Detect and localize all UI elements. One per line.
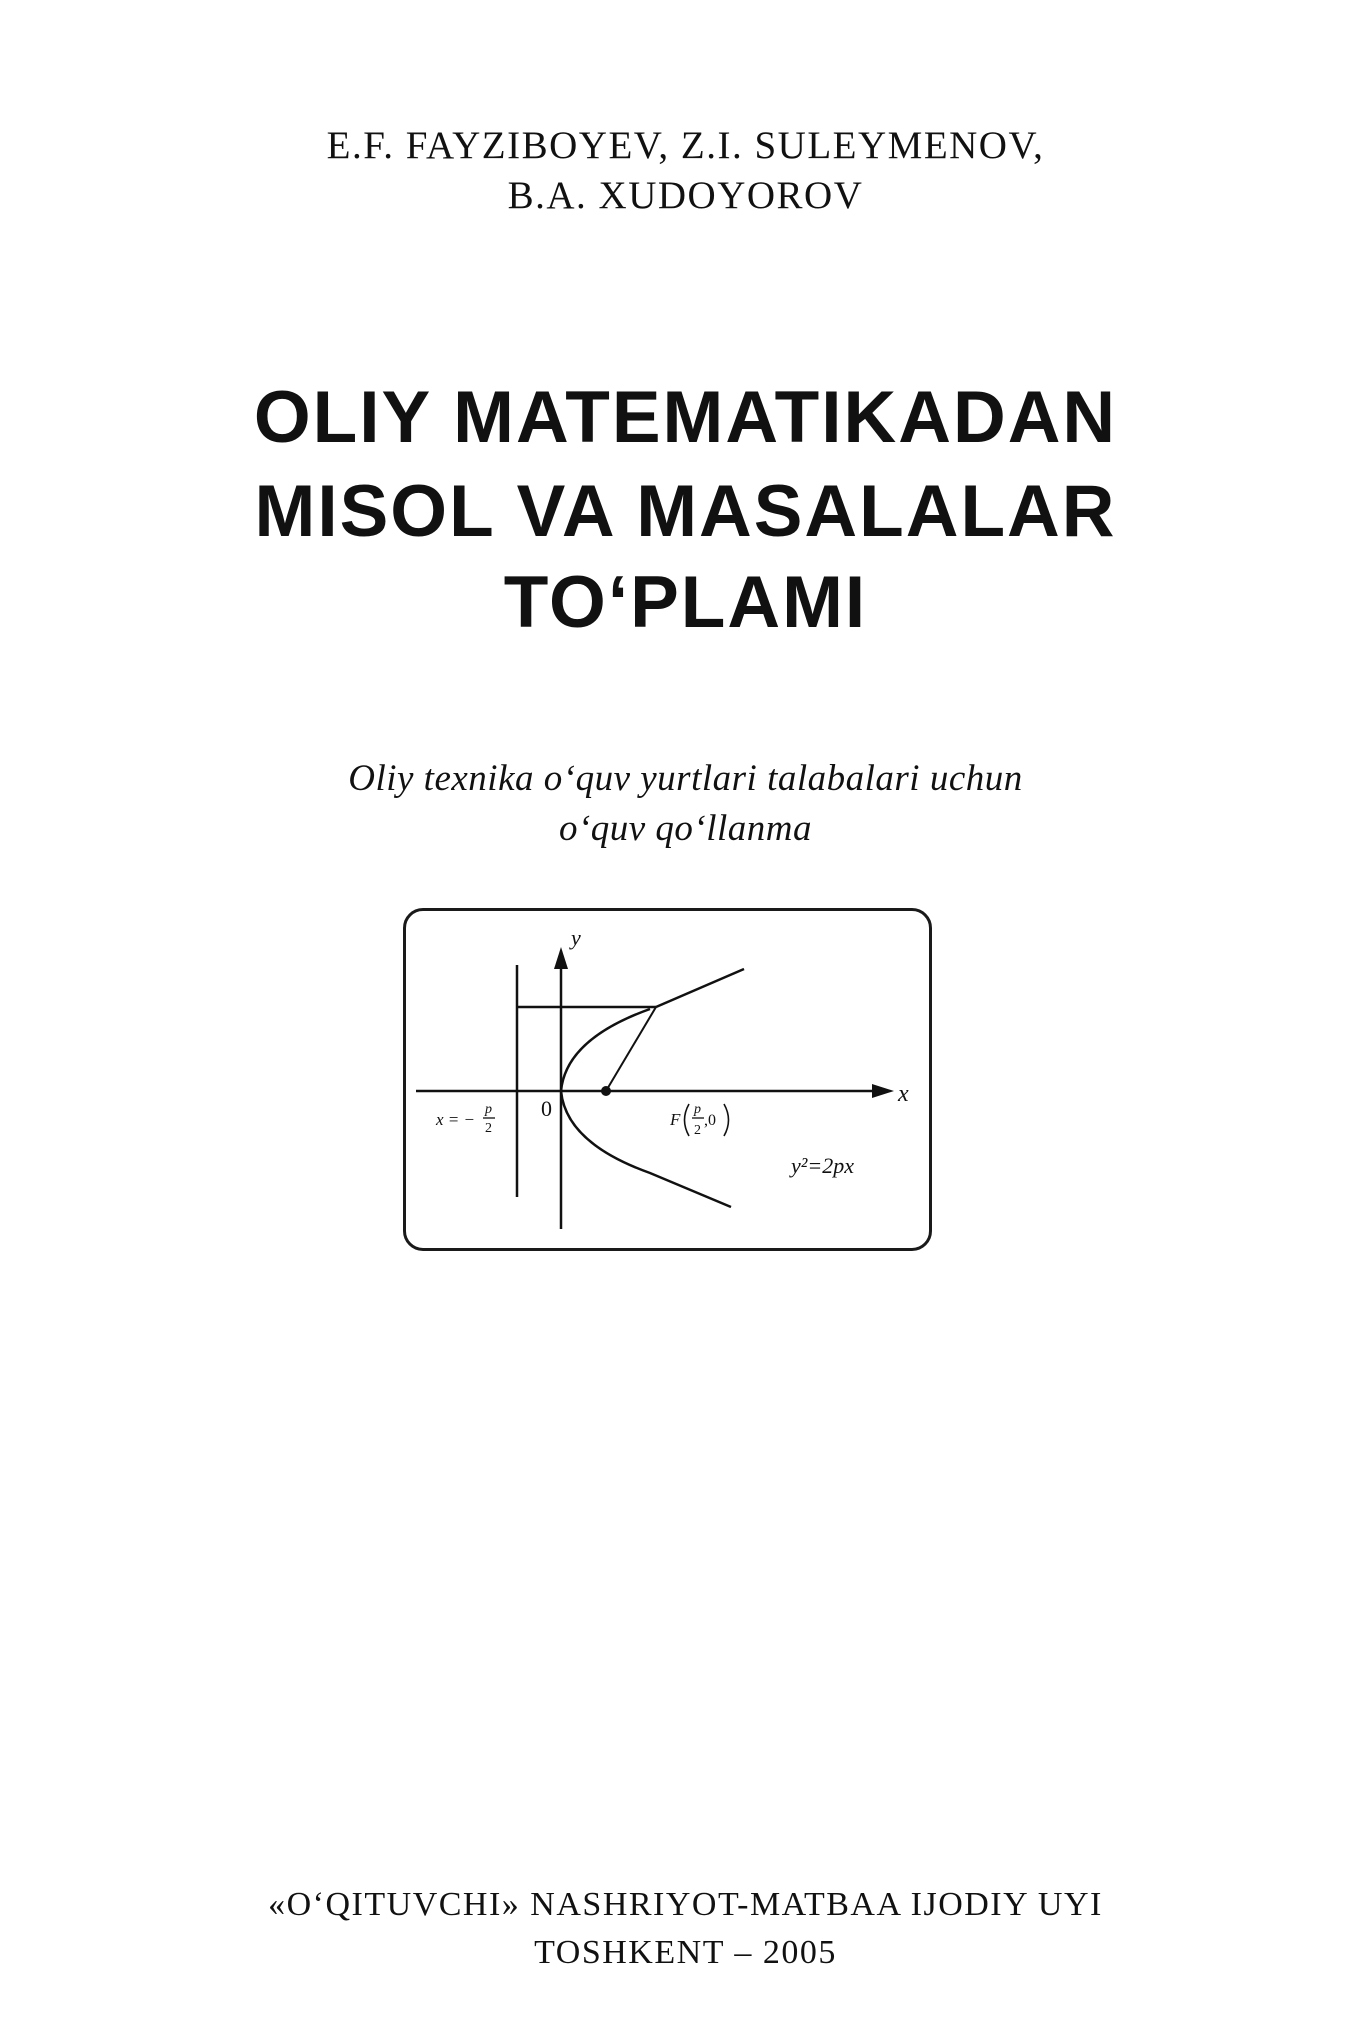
authors-line-1: E.F. FAYZIBOYEV, Z.I. SULEYMENOV,: [326, 124, 1045, 167]
subtitle-line-2: o‘quv qo‘llanma: [558, 808, 813, 849]
focus-frac-den: 2: [694, 1123, 701, 1138]
directrix-frac-den: 2: [485, 1121, 492, 1136]
publisher-line-2: TOSHKENT – 2005: [534, 1934, 837, 1971]
focus-frac-num: p: [694, 1102, 701, 1117]
title-line-3: TO‘PLAMI: [503, 562, 868, 643]
title-line-2: MISOL VA MASALALAR: [254, 471, 1117, 552]
publisher-line-1: «O‘QITUVCHI» NASHRIYOT-MATBAA IJODIY UYI: [268, 1886, 1103, 1923]
directrix-label: x = −: [436, 1110, 475, 1129]
subtitle-line-1: Oliy texnika o‘quv yurtlari talabalari uchun: [348, 758, 1023, 799]
parabola-curve: [561, 1009, 650, 1091]
parabola-diagram: [406, 911, 929, 1248]
x-axis-arrow: [872, 1084, 894, 1098]
origin-label: 0: [541, 1096, 552, 1121]
authors-line-2: B.A. XUDOYOROV: [507, 174, 864, 217]
parabola-upper-tail: [656, 969, 744, 1007]
focus-right-paren: [724, 1104, 729, 1136]
parabola-figure: [403, 908, 932, 1251]
focus-label: F: [670, 1110, 681, 1129]
focus-point: [601, 1086, 611, 1096]
y-axis-arrow: [554, 947, 568, 969]
directrix-frac-num: p: [485, 1102, 492, 1117]
focus-coord-tail: ,0: [704, 1112, 716, 1129]
distance-to-focus: [606, 1007, 656, 1091]
equation-label: y²=2px: [791, 1153, 854, 1178]
x-axis-label: x: [898, 1081, 909, 1107]
parabola-lower-branch: [561, 1091, 731, 1207]
y-axis-label: y: [571, 925, 581, 950]
focus-left-paren: [685, 1104, 690, 1136]
title-line-1: OLIY MATEMATIKADAN: [253, 377, 1118, 458]
